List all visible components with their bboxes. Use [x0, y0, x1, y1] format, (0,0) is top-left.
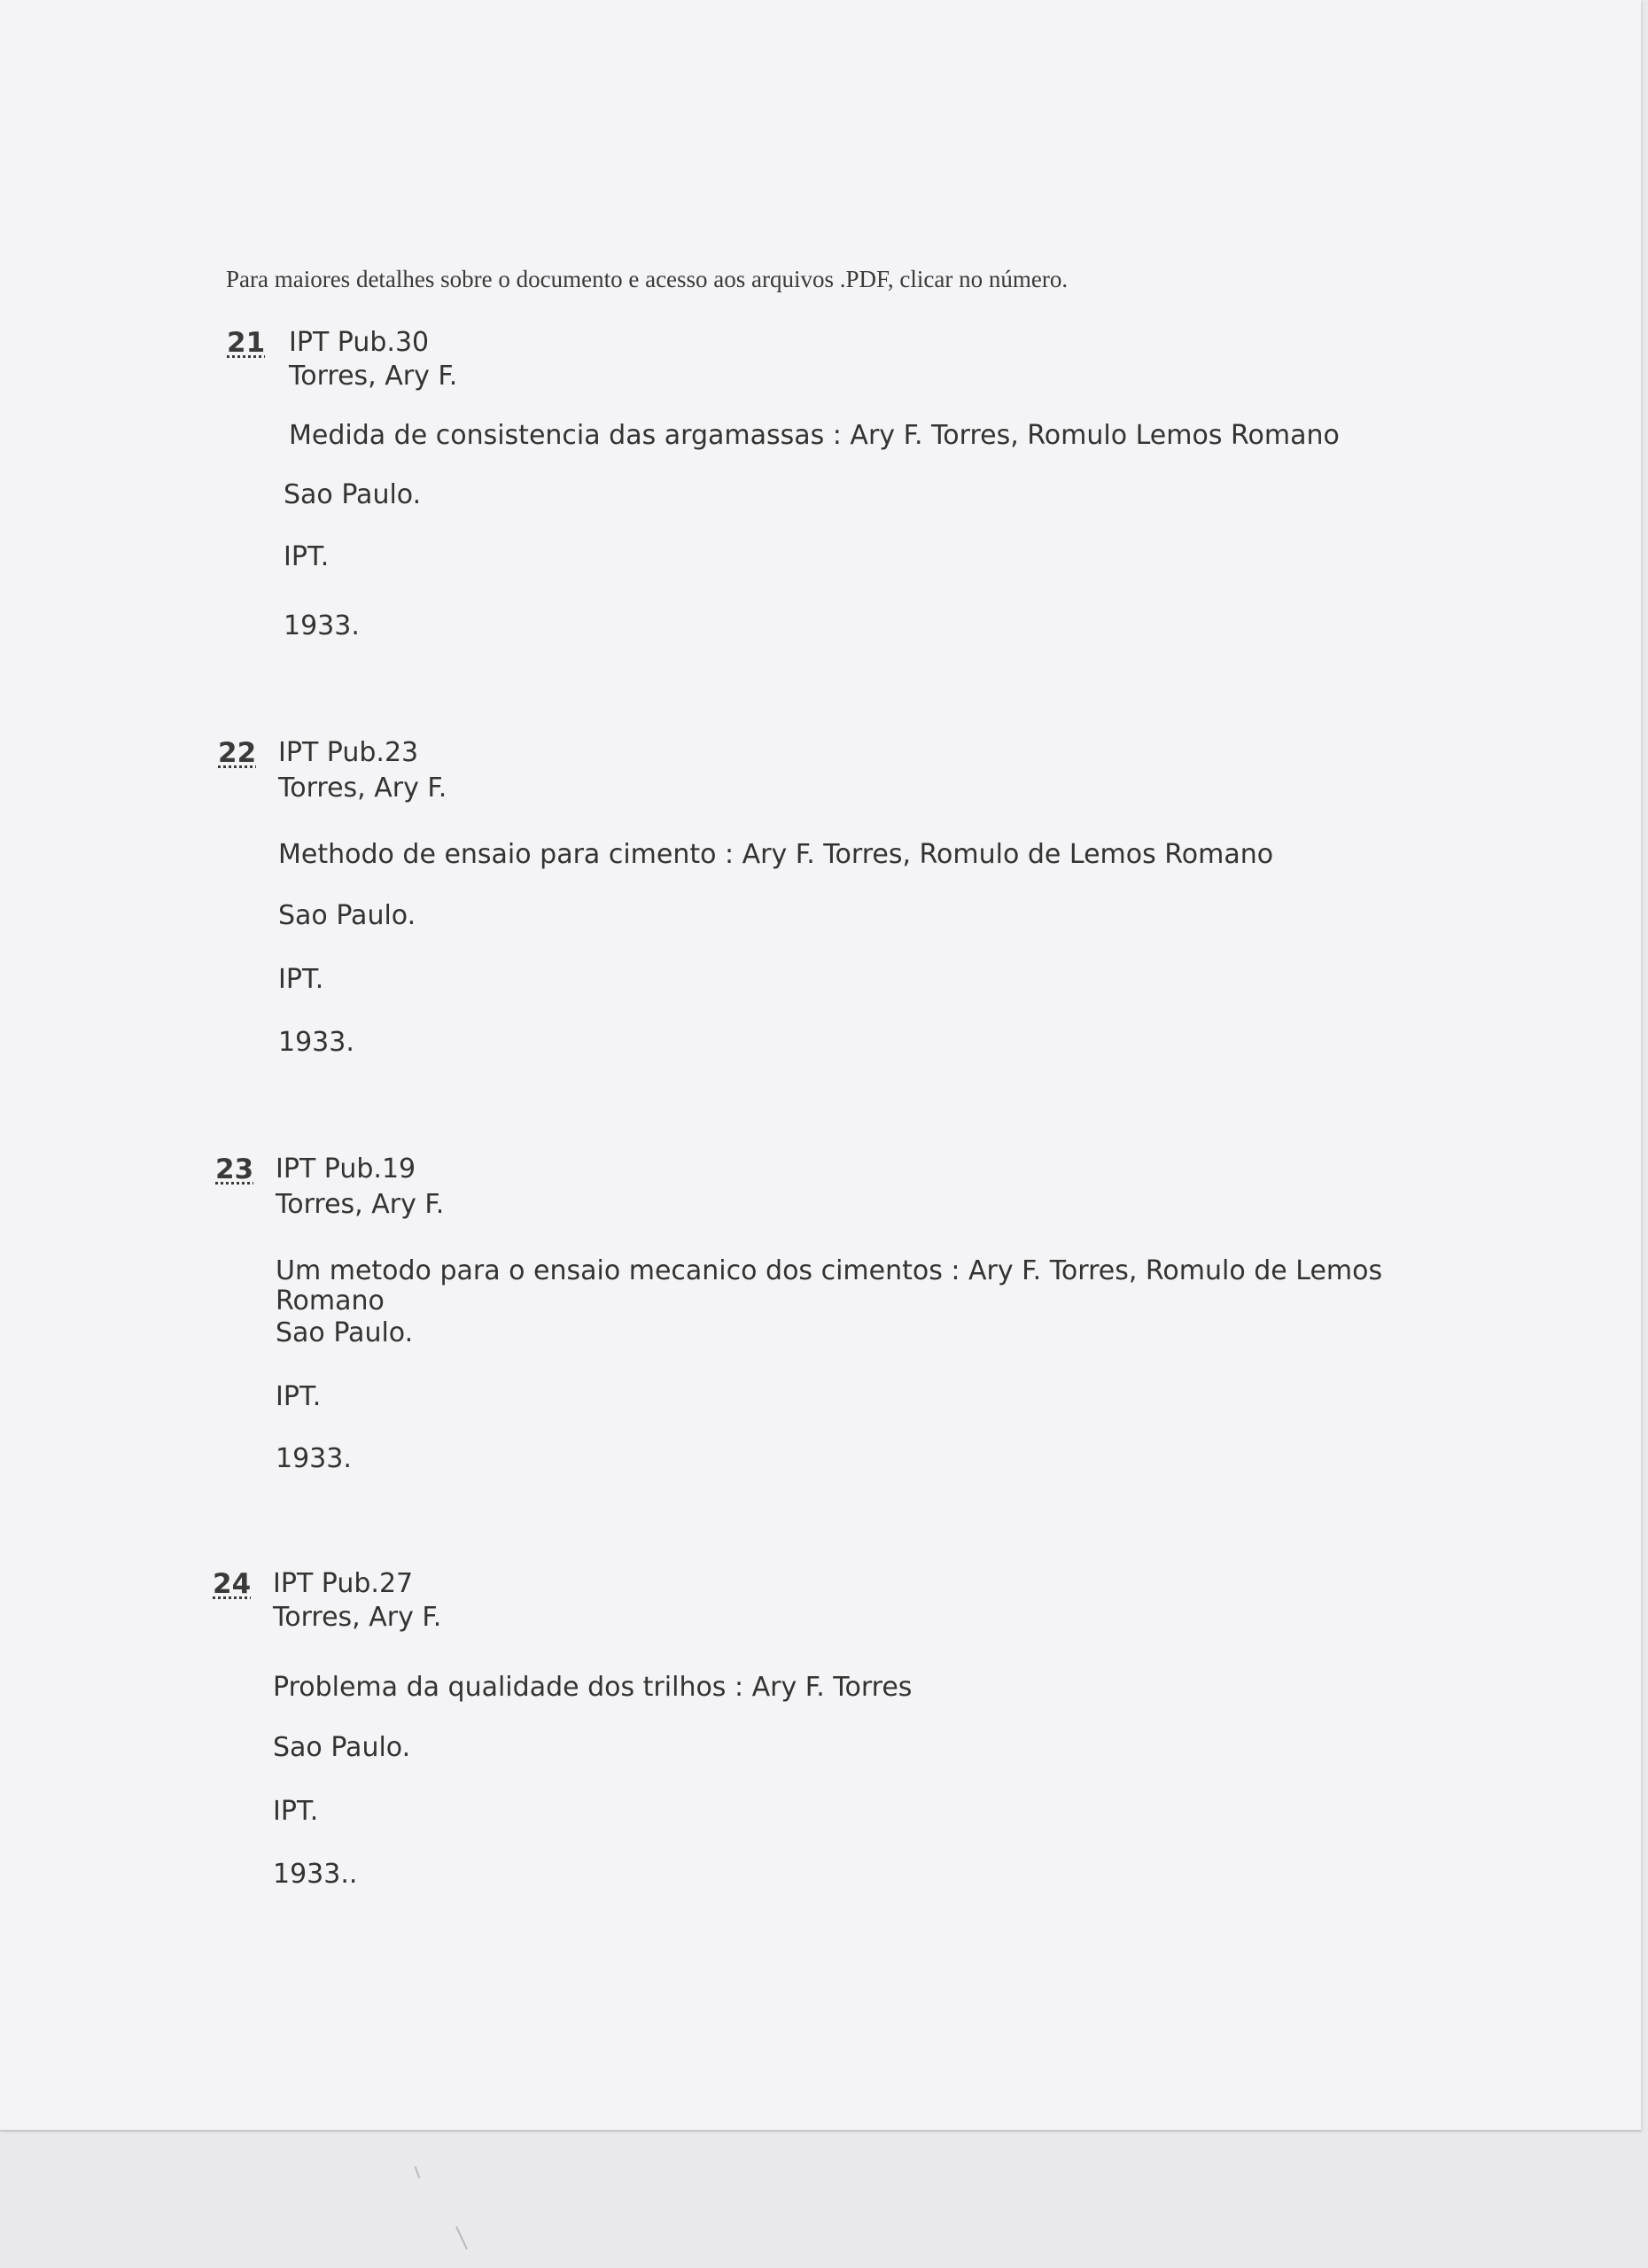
entry-author: Torres, Ary F. [278, 773, 447, 804]
entry-title: Medida de consistencia das argamassas : Ary F. Torres, Romulo Lemos Romano [289, 420, 1340, 451]
entry-publisher: IPT. [284, 541, 330, 572]
entry-year: 1933. [278, 1027, 354, 1058]
entry-title: Problema da qualidade dos trilhos : Ary F. Torres [273, 1672, 913, 1703]
entry-call-number: IPT Pub.19 [276, 1153, 416, 1184]
entry-author: Torres, Ary F. [289, 361, 458, 392]
entry-place: Sao Paulo. [273, 1732, 411, 1763]
entry-year: 1933.. [273, 1859, 358, 1890]
entry-number-link[interactable]: 21 [227, 327, 266, 359]
entry-number-link[interactable]: 22 [218, 737, 257, 769]
entry-place: Sao Paulo. [276, 1317, 414, 1348]
entry-publisher: IPT. [273, 1796, 319, 1827]
entry-year: 1933. [276, 1443, 352, 1474]
entry-publisher: IPT. [276, 1381, 322, 1412]
entry-title: Methodo de ensaio para cimento : Ary F. Torres, Romulo de Lemos Romano [278, 839, 1274, 870]
entry-author: Torres, Ary F. [276, 1189, 445, 1220]
intro-instruction: Para maiores detalhes sobre o documento e acesso aos arquivos .PDF, clicar no número. [226, 266, 1069, 292]
entry-author: Torres, Ary F. [273, 1602, 442, 1633]
entry-publisher: IPT. [278, 964, 324, 995]
entry-call-number: IPT Pub.27 [273, 1568, 414, 1599]
entry-call-number: IPT Pub.30 [289, 327, 430, 358]
entry-place: Sao Paulo. [278, 900, 416, 931]
entry-title: Um metodo para o ensaio mecanico dos cimentos : Ary F. Torres, Romulo de Lemos Romano [276, 1255, 1383, 1317]
entry-number-link[interactable]: 23 [215, 1153, 254, 1185]
entry-place: Sao Paulo. [284, 479, 422, 510]
page-bottom-edge [0, 2130, 1641, 2132]
entry-call-number: IPT Pub.23 [278, 737, 419, 768]
entry-number-link[interactable]: 24 [213, 1568, 252, 1600]
scan-artifact [415, 2166, 421, 2179]
scan-artifact [455, 2226, 468, 2249]
entry-year: 1933. [284, 610, 360, 641]
